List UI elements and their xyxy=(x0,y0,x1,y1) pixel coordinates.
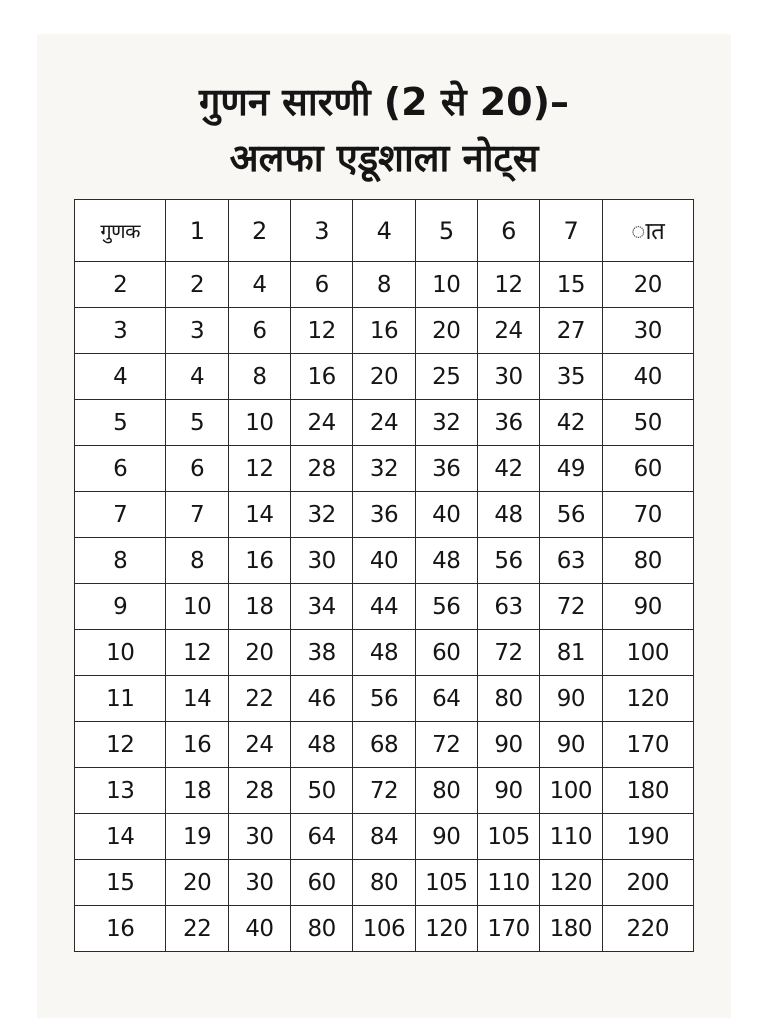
table-cell: 190 xyxy=(602,814,693,860)
worksheet-page xyxy=(37,34,731,1018)
table-row xyxy=(75,308,694,354)
table-body xyxy=(75,262,694,952)
table-cell: 70 xyxy=(602,492,693,538)
table-cell: 28 xyxy=(228,768,290,814)
table-cell: 63 xyxy=(477,584,539,630)
table-cell: 180 xyxy=(602,768,693,814)
table-cell: 14 xyxy=(228,492,290,538)
table-cell: 12 xyxy=(228,446,290,492)
table-cell: 7 xyxy=(166,492,228,538)
row-multiplier-cell: 12 xyxy=(75,722,166,768)
table-cell: 10 xyxy=(166,584,228,630)
table-cell: 24 xyxy=(477,308,539,354)
table-cell: 16 xyxy=(291,354,353,400)
table-cell: 84 xyxy=(353,814,415,860)
table-cell: 110 xyxy=(540,814,602,860)
header-cell: 1 xyxy=(166,200,228,262)
table-cell: 46 xyxy=(291,676,353,722)
table-cell: 56 xyxy=(415,584,477,630)
multiplication-table xyxy=(74,199,694,952)
row-multiplier-cell: 10 xyxy=(75,630,166,676)
table-cell: 120 xyxy=(540,860,602,906)
table-cell: 90 xyxy=(602,584,693,630)
header-cell: 5 xyxy=(415,200,477,262)
row-multiplier-cell: 8 xyxy=(75,538,166,584)
table-cell: 40 xyxy=(228,906,290,952)
title-line-1: गुणन सारणी (2 से 20)– xyxy=(198,80,569,124)
table-row xyxy=(75,446,694,492)
table-cell: 56 xyxy=(540,492,602,538)
table-cell: 8 xyxy=(166,538,228,584)
table-cell: 16 xyxy=(166,722,228,768)
table-cell: 30 xyxy=(228,860,290,906)
table-cell: 72 xyxy=(415,722,477,768)
table-cell: 18 xyxy=(166,768,228,814)
table-cell: 6 xyxy=(291,262,353,308)
table-cell: 90 xyxy=(477,722,539,768)
table-cell: 35 xyxy=(540,354,602,400)
table-cell: 64 xyxy=(291,814,353,860)
table-row xyxy=(75,538,694,584)
table-cell: 8 xyxy=(228,354,290,400)
table-cell: 2 xyxy=(166,262,228,308)
table-cell: 90 xyxy=(415,814,477,860)
table-cell: 36 xyxy=(353,492,415,538)
table-cell: 48 xyxy=(291,722,353,768)
header-cell: 6 xyxy=(477,200,539,262)
page-title xyxy=(37,74,731,186)
table-cell: 38 xyxy=(291,630,353,676)
row-multiplier-cell: 7 xyxy=(75,492,166,538)
table-cell: 72 xyxy=(353,768,415,814)
header-cell: 7 xyxy=(540,200,602,262)
table-row xyxy=(75,860,694,906)
table-cell: 80 xyxy=(291,906,353,952)
table-cell: 170 xyxy=(477,906,539,952)
header-cell: 2 xyxy=(228,200,290,262)
row-multiplier-cell: 14 xyxy=(75,814,166,860)
row-multiplier-cell: 4 xyxy=(75,354,166,400)
row-multiplier-cell: 2 xyxy=(75,262,166,308)
table-cell: 50 xyxy=(291,768,353,814)
table-cell: 30 xyxy=(602,308,693,354)
table-row xyxy=(75,722,694,768)
table-cell: 36 xyxy=(415,446,477,492)
table-cell: 170 xyxy=(602,722,693,768)
table-cell: 200 xyxy=(602,860,693,906)
table-cell: 120 xyxy=(602,676,693,722)
table-row xyxy=(75,262,694,308)
table-cell: 10 xyxy=(228,400,290,446)
table-cell: 18 xyxy=(228,584,290,630)
table-cell: 100 xyxy=(602,630,693,676)
table-cell: 5 xyxy=(166,400,228,446)
table-cell: 19 xyxy=(166,814,228,860)
table-cell: 80 xyxy=(353,860,415,906)
table-cell: 90 xyxy=(540,676,602,722)
table-row xyxy=(75,400,694,446)
table-cell: 27 xyxy=(540,308,602,354)
table-cell: 60 xyxy=(602,446,693,492)
table-cell: 106 xyxy=(353,906,415,952)
table-cell: 30 xyxy=(291,538,353,584)
table-cell: 81 xyxy=(540,630,602,676)
table-cell: 48 xyxy=(353,630,415,676)
table-cell: 30 xyxy=(477,354,539,400)
table-cell: 72 xyxy=(540,584,602,630)
table-cell: 64 xyxy=(415,676,477,722)
table-cell: 4 xyxy=(166,354,228,400)
table-cell: 90 xyxy=(540,722,602,768)
table-row xyxy=(75,492,694,538)
table-cell: 40 xyxy=(415,492,477,538)
table-cell: 12 xyxy=(477,262,539,308)
table-cell: 32 xyxy=(415,400,477,446)
table-cell: 60 xyxy=(291,860,353,906)
table-cell: 40 xyxy=(602,354,693,400)
row-multiplier-cell: 3 xyxy=(75,308,166,354)
row-multiplier-cell: 15 xyxy=(75,860,166,906)
table-cell: 120 xyxy=(415,906,477,952)
table-cell: 105 xyxy=(477,814,539,860)
table-cell: 42 xyxy=(540,400,602,446)
header-row xyxy=(75,200,694,262)
table-cell: 40 xyxy=(353,538,415,584)
table-cell: 48 xyxy=(477,492,539,538)
table-cell: 50 xyxy=(602,400,693,446)
table-cell: 6 xyxy=(228,308,290,354)
table-row xyxy=(75,630,694,676)
header-corner-label: गुणक xyxy=(75,200,166,262)
table-cell: 15 xyxy=(540,262,602,308)
table-cell: 68 xyxy=(353,722,415,768)
table-cell: 8 xyxy=(353,262,415,308)
table-cell: 20 xyxy=(415,308,477,354)
table-cell: 20 xyxy=(602,262,693,308)
row-multiplier-cell: 16 xyxy=(75,906,166,952)
table-header xyxy=(75,200,694,262)
table-cell: 180 xyxy=(540,906,602,952)
table-cell: 24 xyxy=(353,400,415,446)
table-cell: 42 xyxy=(477,446,539,492)
table-cell: 22 xyxy=(166,906,228,952)
header-cell: 4 xyxy=(353,200,415,262)
table-cell: 80 xyxy=(602,538,693,584)
table-cell: 4 xyxy=(228,262,290,308)
table-cell: 14 xyxy=(166,676,228,722)
table-cell: 16 xyxy=(353,308,415,354)
row-multiplier-cell: 5 xyxy=(75,400,166,446)
title-line-2: अलफा एडूशाला नोट्स xyxy=(229,136,539,180)
row-multiplier-cell: 11 xyxy=(75,676,166,722)
table-cell: 48 xyxy=(415,538,477,584)
table-cell: 32 xyxy=(353,446,415,492)
table-cell: 24 xyxy=(228,722,290,768)
table-cell: 24 xyxy=(291,400,353,446)
table-cell: 20 xyxy=(353,354,415,400)
header-cell: 3 xyxy=(291,200,353,262)
table-cell: 105 xyxy=(415,860,477,906)
table-cell: 100 xyxy=(540,768,602,814)
table-cell: 12 xyxy=(291,308,353,354)
table-cell: 28 xyxy=(291,446,353,492)
table-row xyxy=(75,584,694,630)
table-row xyxy=(75,676,694,722)
table-cell: 3 xyxy=(166,308,228,354)
table-cell: 49 xyxy=(540,446,602,492)
table-cell: 72 xyxy=(477,630,539,676)
table-cell: 10 xyxy=(415,262,477,308)
table-cell: 63 xyxy=(540,538,602,584)
header-cell: ात xyxy=(602,200,693,262)
table-row xyxy=(75,814,694,860)
table-cell: 20 xyxy=(228,630,290,676)
table-cell: 36 xyxy=(477,400,539,446)
row-multiplier-cell: 13 xyxy=(75,768,166,814)
table-cell: 60 xyxy=(415,630,477,676)
table-cell: 220 xyxy=(602,906,693,952)
table-cell: 22 xyxy=(228,676,290,722)
table-cell: 30 xyxy=(228,814,290,860)
table-cell: 44 xyxy=(353,584,415,630)
table-cell: 25 xyxy=(415,354,477,400)
table-cell: 80 xyxy=(415,768,477,814)
row-multiplier-cell: 6 xyxy=(75,446,166,492)
row-multiplier-cell: 9 xyxy=(75,584,166,630)
table-cell: 56 xyxy=(477,538,539,584)
table-cell: 16 xyxy=(228,538,290,584)
table-cell: 34 xyxy=(291,584,353,630)
table-cell: 110 xyxy=(477,860,539,906)
table-cell: 32 xyxy=(291,492,353,538)
table-cell: 80 xyxy=(477,676,539,722)
table-cell: 20 xyxy=(166,860,228,906)
table-cell: 56 xyxy=(353,676,415,722)
table-row xyxy=(75,906,694,952)
table-row xyxy=(75,354,694,400)
table-cell: 12 xyxy=(166,630,228,676)
table-cell: 90 xyxy=(477,768,539,814)
table-cell: 6 xyxy=(166,446,228,492)
table-row xyxy=(75,768,694,814)
